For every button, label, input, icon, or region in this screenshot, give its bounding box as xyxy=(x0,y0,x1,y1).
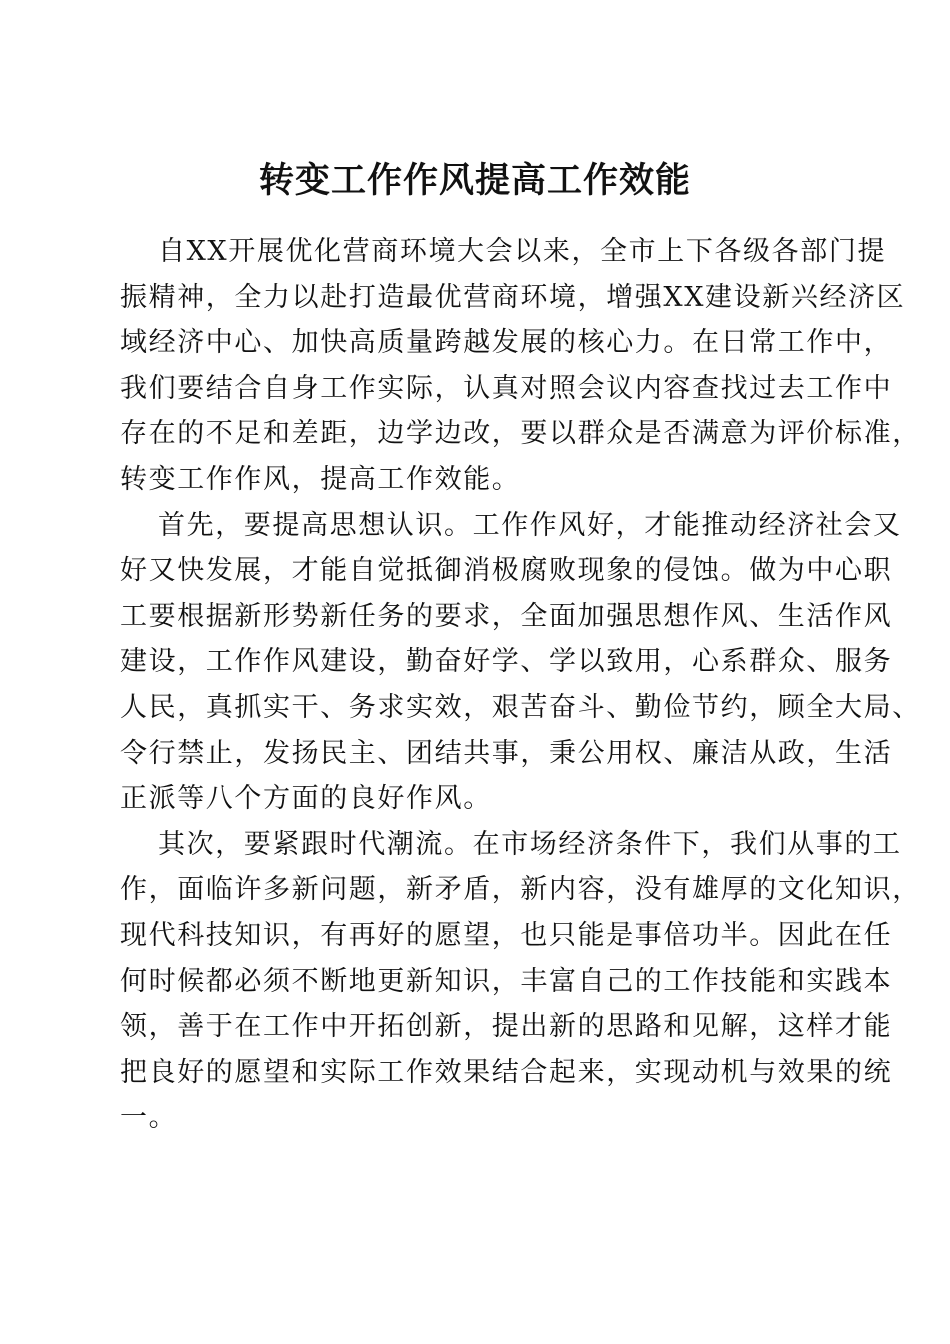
paragraph-second-point xyxy=(120,822,921,1141)
document-title: 转变工作作风提高工作效能 xyxy=(258,160,691,202)
text-line: 域经济中心、加快高质量跨越发展的核心力。在日常工作中， xyxy=(120,327,893,359)
text-line: 正派等八个方面的良好作风。 xyxy=(120,783,492,815)
text-line: 我们要结合自身工作实际，认真对照会议内容查找过去工作中 xyxy=(120,372,893,404)
text-line: 振精神，全力以赴打造最优营商环境，增强XX建设新兴经济区 xyxy=(120,281,906,313)
text-line: 把良好的愿望和实际工作效果结合起来，实现动机与效果的统 xyxy=(120,1056,893,1088)
text-line: 转变工作作风，提高工作效能。 xyxy=(120,463,521,495)
text-line: 存在的不足和差距，边学边改，要以群众是否满意为评价标准， xyxy=(120,418,921,450)
text-line: 工要根据新形势新任务的要求，全面加强思想作风、生活作风 xyxy=(120,600,893,632)
text-line: 一。 xyxy=(120,1102,178,1134)
text-line: 人民，真抓实干、务求实效，艰苦奋斗、勤俭节约，顾全大局、 xyxy=(120,691,921,723)
text-line: 作，面临许多新问题，新矛盾，新内容，没有雄厚的文化知识， xyxy=(120,874,921,906)
text-line: 何时候都必须不断地更新知识，丰富自己的工作技能和实践本 xyxy=(120,965,893,997)
text-line: 其次，要紧跟时代潮流。在市场经济条件下，我们从事的工 xyxy=(158,828,902,860)
paragraph-intro xyxy=(120,229,921,503)
paragraph-first-point xyxy=(120,503,921,822)
text-line: 令行禁止，发扬民主、团结共事，秉公用权、廉洁从政，生活 xyxy=(120,737,893,769)
text-line: 自XX开展优化营商环境大会以来，全市上下各级各部门提 xyxy=(158,236,887,267)
text-line: 好又快发展，才能自觉抵御消极腐败现象的侵蚀。做为中心职 xyxy=(120,555,893,587)
text-line: 建设，工作作风建设，勤奋好学、学以致用，心系群众、服务 xyxy=(120,646,893,678)
text-line: 领，善于在工作中开拓创新，提出新的思路和见解，这样才能 xyxy=(120,1011,893,1043)
document-body xyxy=(120,229,921,1141)
text-line: 现代科技知识，有再好的愿望，也只能是事倍功半。因此在任 xyxy=(120,919,893,951)
text-line: 首先，要提高思想认识。工作作风好，才能推动经济社会又 xyxy=(158,509,902,541)
